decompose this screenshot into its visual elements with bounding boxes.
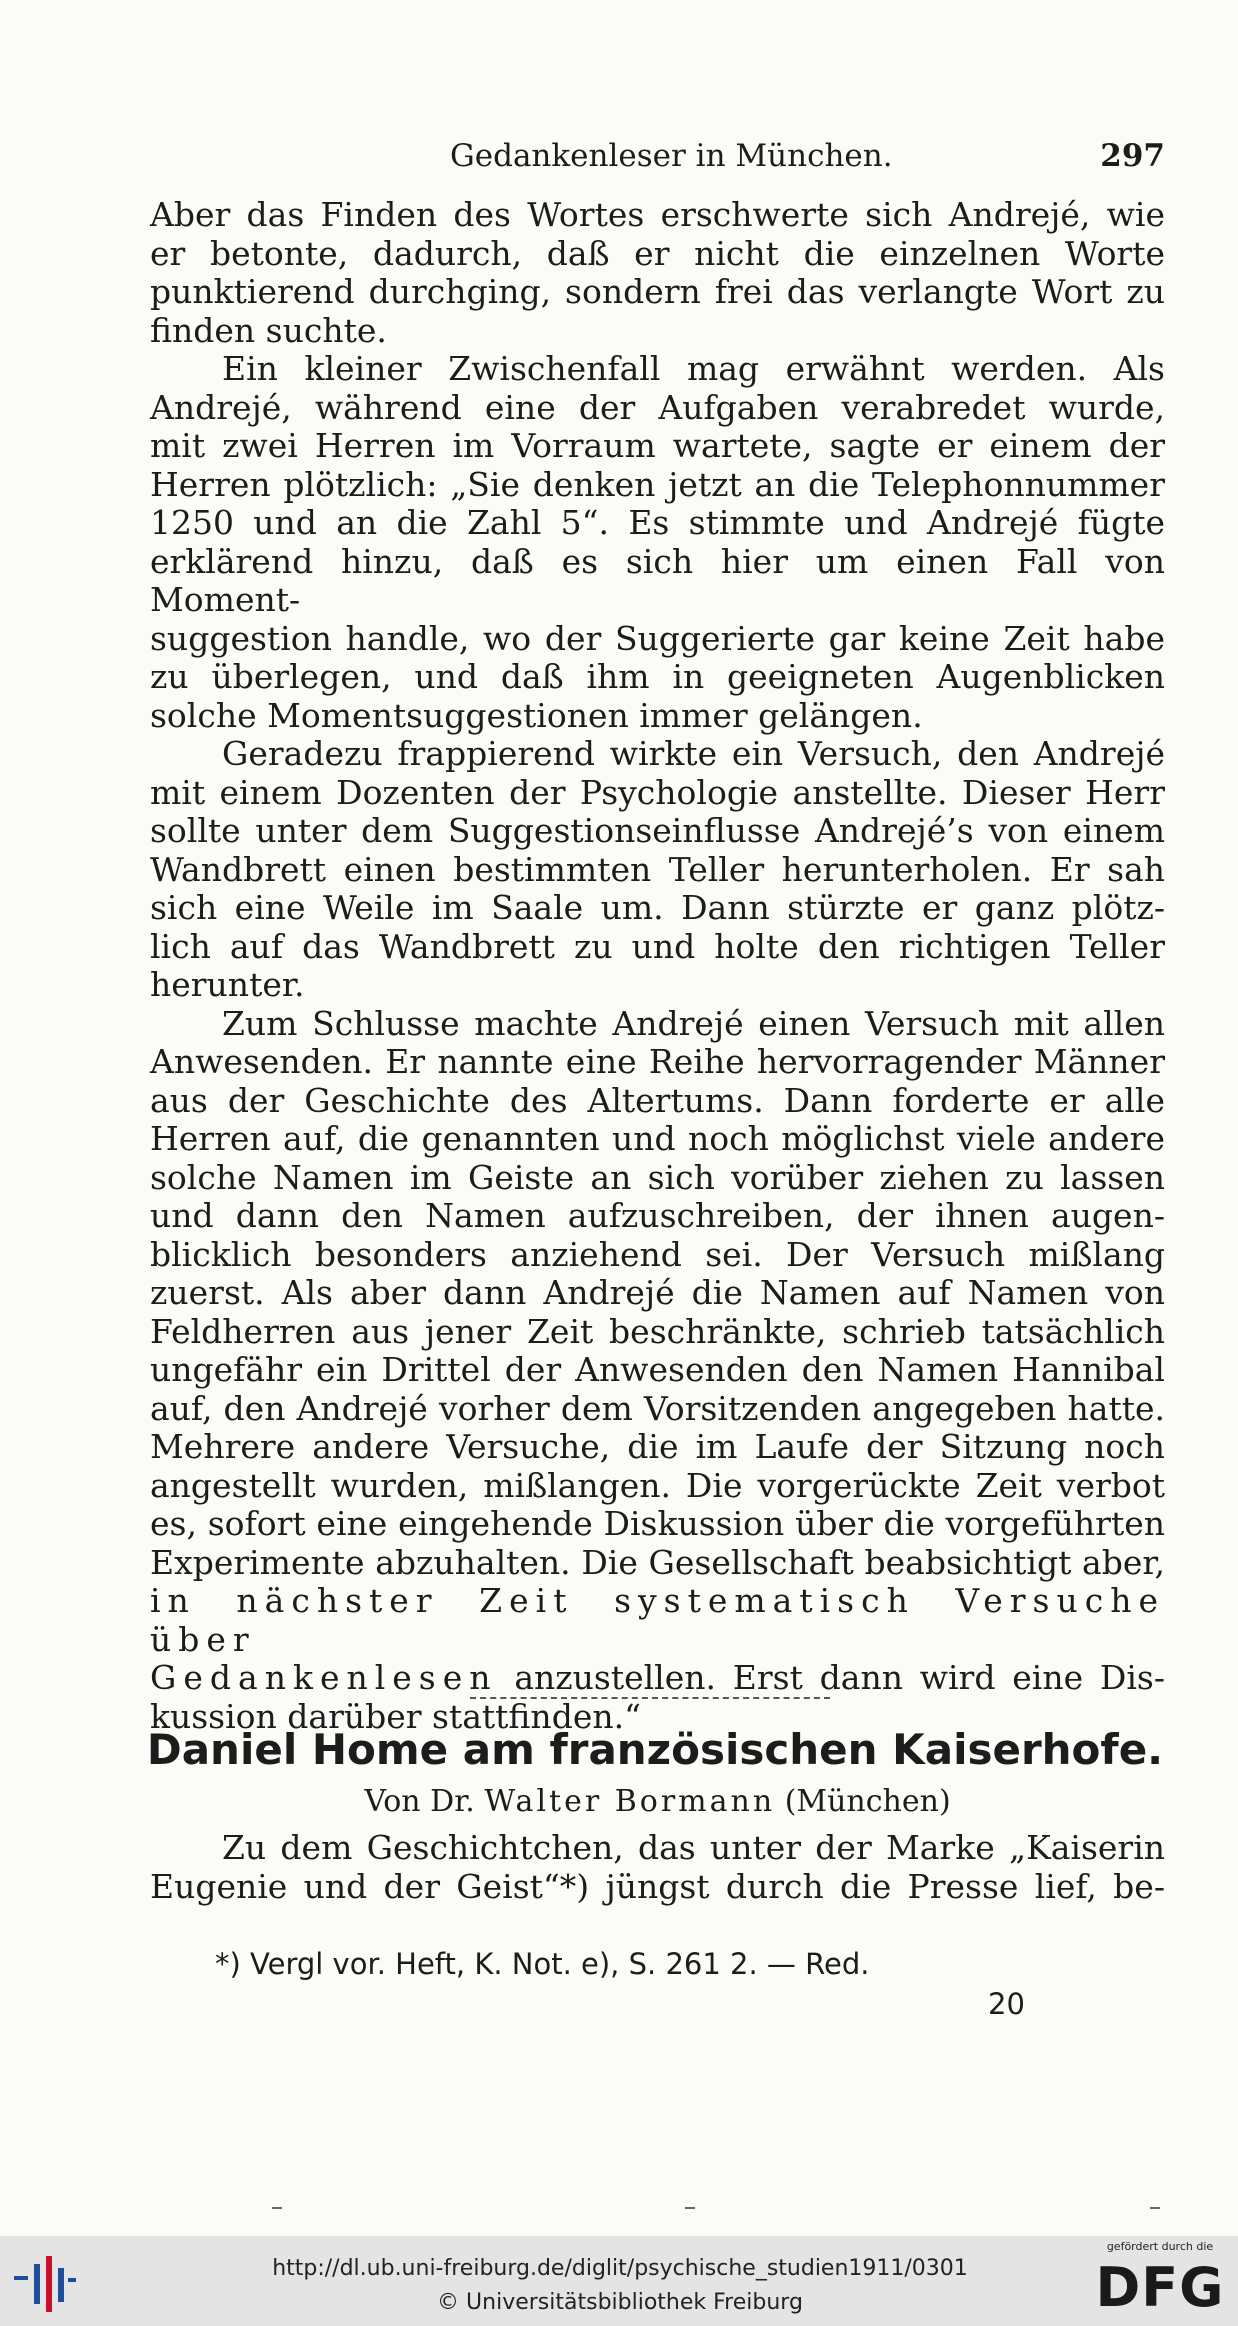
scan-mark bbox=[272, 2207, 282, 2209]
text-line: blicklich besonders anziehend sei. Der Versuch mißlang bbox=[150, 1234, 1165, 1274]
signature-mark: 20 bbox=[988, 1987, 1025, 2021]
text-line: zuerst. Als aber dann Andrejé die Namen auf Namen von bbox=[150, 1273, 1165, 1312]
text-line: Feldherren aus jener Zeit beschränkte, schrieb tatsächlich bbox=[150, 1311, 1165, 1351]
text-line: angestellt wurden, mißlangen. Die vorgerückte Zeit verbot bbox=[150, 1465, 1165, 1505]
text-line: Anwesenden. Er nannte eine Reihe hervorragender Männer bbox=[150, 1042, 1165, 1081]
text-line: zu überlegen, und daß ihm in geeigneten Augenblicken bbox=[150, 657, 1165, 696]
page-number: 297 bbox=[1100, 138, 1165, 174]
text-line: Geradezu frappierend wirkte ein Versuch, den Andrejé bbox=[222, 734, 1165, 773]
text-line: und dann den Namen aufzuschreiben, der ihnen augen- bbox=[150, 1196, 1165, 1235]
text-line: Aber das Finden des Wortes erschwerte sich Andrejé, wie bbox=[150, 195, 1165, 234]
text-line: Wandbrett einen bestimmten Teller herunterholen. Er sah bbox=[150, 849, 1165, 889]
text-line: finden suchte. bbox=[150, 310, 387, 350]
text-line: auf, den Andrejé vorher dem Vorsitzenden angegeben hatte. bbox=[150, 1388, 1165, 1428]
author-name: Walter Bormann bbox=[484, 1784, 776, 1819]
text-fragment: anzustellen. Erst dann wird eine Dis- bbox=[497, 1658, 1165, 1697]
text-line: kussion darüber stattfinden.“ bbox=[150, 1696, 641, 1736]
author-suffix: (München) bbox=[775, 1784, 951, 1819]
dfg-caption: gefördert durch die bbox=[1106, 2240, 1214, 2253]
text-line: erklärend hinzu, daß es sich hier um einen Fall von Moment- bbox=[150, 541, 1165, 619]
text-line: Herren auf, die genannten und noch möglichst viele andere bbox=[150, 1119, 1165, 1158]
copyright-text: © Universitätsbibliothek Freiburg bbox=[437, 2290, 803, 2315]
running-head bbox=[150, 132, 1165, 180]
text-line: mit einem Dozenten der Psychologie anstellte. Dieser Herr bbox=[150, 772, 1165, 812]
text-line: sollte unter dem Suggestionseinflusse Andrejé’s von einem bbox=[150, 811, 1165, 850]
author-line bbox=[150, 1782, 1165, 1822]
text-line: aus der Geschichte des Altertums. Dann forderte er alle bbox=[150, 1080, 1165, 1120]
section-separator bbox=[470, 1697, 830, 1699]
text-line: Mehrere andere Versuche, die im Laufe der Sitzung noch bbox=[150, 1427, 1165, 1466]
viewer-footer bbox=[0, 2236, 1238, 2326]
ub-freiburg-logo-icon[interactable] bbox=[10, 2250, 80, 2314]
text-line: Zu dem Geschichtchen, das unter der Marke „Kaiserin bbox=[222, 1828, 1165, 1867]
text-line: solche Momentsuggestionen immer gelängen. bbox=[150, 695, 923, 735]
article-intro bbox=[150, 1829, 1165, 1906]
text-line: Andrejé, während eine der Aufgaben verabredet wurde, bbox=[150, 387, 1165, 427]
footnote: *) Vergl vor. Heft, K. Not. e), S. 261 2. — Red. bbox=[215, 1947, 870, 1981]
spaced-word: Gedankenlesen bbox=[150, 1658, 498, 1697]
text-line: es, sofort eine eingehende Diskussion über die vorgeführten bbox=[150, 1504, 1165, 1543]
text-line bbox=[150, 1659, 1165, 1698]
text-line: er betonte, dadurch, daß er nicht die einzelnen Worte bbox=[150, 233, 1165, 273]
dfg-logo[interactable] bbox=[1090, 2240, 1230, 2322]
text-line: Zum Schlusse machte Andrejé einen Versuch mit allen bbox=[222, 1003, 1165, 1043]
article-title: Daniel Home am französischen Kaiserhofe. bbox=[146, 1725, 1164, 1774]
text-line: Experimente abzuhalten. Die Gesellschaft beabsichtigt aber, bbox=[150, 1542, 1165, 1582]
text-line: Ein kleiner Zwischenfall mag erwähnt werden. Als bbox=[222, 349, 1165, 388]
spaced-text-line: in nächster Zeit systematisch Versuche über bbox=[150, 1581, 1165, 1659]
text-line: ungefähr ein Drittel der Anwesenden den Namen Hannibal bbox=[150, 1350, 1165, 1389]
text-line: punktierend durchging, sondern frei das verlangte Wort zu bbox=[150, 272, 1165, 311]
text-line: sich eine Weile im Saale um. Dann stürzte er ganz plötz- bbox=[150, 888, 1165, 927]
text-line: 1250 und an die Zahl 5“. Es stimmte und Andrejé fügte bbox=[150, 503, 1165, 542]
text-line: lich auf das Wandbrett zu und holte den richtigen Teller bbox=[150, 926, 1165, 966]
text-line: herunter. bbox=[150, 965, 305, 1004]
article-body bbox=[150, 196, 1165, 1736]
text-line: Herren plötzlich: „Sie denken jetzt an die Telephonnummer bbox=[150, 464, 1165, 504]
scan-mark bbox=[1150, 2207, 1160, 2209]
text-line: suggestion handle, wo der Suggerierte gar keine Zeit habe bbox=[150, 618, 1165, 658]
scan-mark bbox=[685, 2207, 695, 2209]
text-line: solche Namen im Geiste an sich vorüber ziehen zu lassen bbox=[150, 1157, 1165, 1197]
running-title: Gedankenleser in München. bbox=[450, 138, 893, 174]
author-prefix: Von Dr. bbox=[364, 1784, 485, 1819]
source-url-link[interactable]: http://dl.ub.uni-freiburg.de/diglit/psychische_studien1911/0301 bbox=[272, 2256, 968, 2281]
dfg-wordmark: DFG bbox=[1095, 2256, 1225, 2319]
text-line: mit zwei Herren im Vorraum wartete, sagte er einem der bbox=[150, 426, 1165, 465]
text-line: Eugenie und der Geist“*) jüngst durch die Presse lief, be- bbox=[150, 1866, 1165, 1906]
